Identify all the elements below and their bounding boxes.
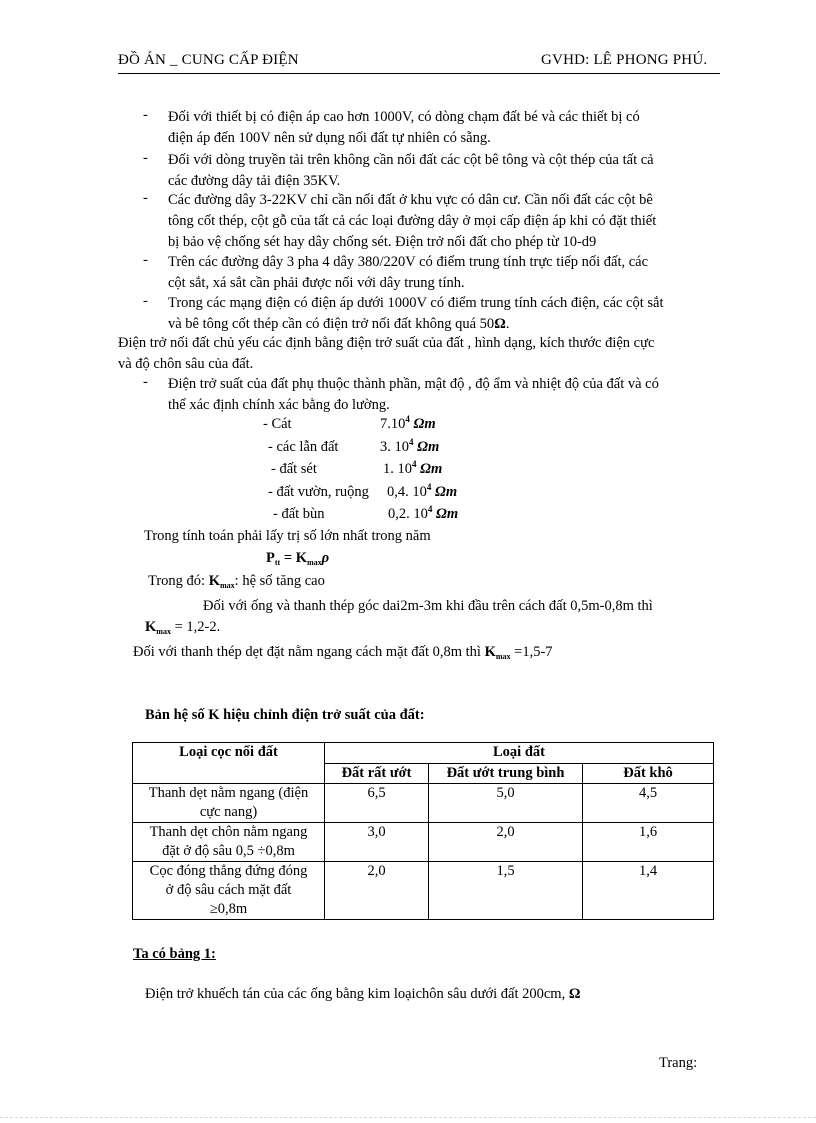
k-sub: max xyxy=(156,627,171,636)
resistivity-bullet xyxy=(168,374,718,416)
cell: 5,0 xyxy=(429,784,583,823)
page-edge-rule xyxy=(0,1117,816,1118)
where-line xyxy=(148,573,325,590)
cell: 1,5 xyxy=(429,862,583,920)
soil-value-1-num: 7.10 xyxy=(380,416,406,432)
bullet-2-line-2: các đường dây tải điện 35KV. xyxy=(168,173,341,189)
where-prefix: Trong đó: xyxy=(148,573,209,589)
bullet-2 xyxy=(168,150,718,192)
bullet-dash: - xyxy=(143,374,148,390)
k-sub: max xyxy=(495,652,511,661)
col-header: Loại cọc nối đất xyxy=(133,743,325,784)
intro-paragraph xyxy=(118,333,718,375)
formula-eq: = xyxy=(280,550,296,566)
bullet-3-line-3: bị bảo vệ chống sét hay dây chống sét. Điện trở nối đất cho phép từ 10-d9 xyxy=(168,234,597,250)
header-left: ĐỒ ÁN _ CUNG CẤP ĐIỆN xyxy=(118,52,299,68)
subheader-3: Đất khô xyxy=(583,763,714,784)
bullet-5-line-2 xyxy=(168,314,718,335)
soil-value-2 xyxy=(380,439,439,456)
flat-text: Đối với thanh thép dẹt đặt nằm ngang cách mặt đất 0,8m thì xyxy=(133,644,485,660)
unit: Ωm xyxy=(420,461,443,477)
soil-name-5: - đất bùn xyxy=(273,506,325,522)
bullet-3-line-1: Các đường dây 3-22KV chỉ cần nối đất ở khu vực có dân cư. Cần nối đất các cột bê xyxy=(168,192,653,208)
bullet-1 xyxy=(168,107,718,149)
pipe-value: = 1,2-2. xyxy=(170,619,221,635)
row-label-line: Thanh dẹt nằm ngang (điện xyxy=(148,785,309,801)
formula-rho: ρ xyxy=(321,550,330,566)
soil-value-1 xyxy=(380,416,436,433)
exponent: 4 xyxy=(405,414,410,424)
bullet-dash: - xyxy=(143,150,148,166)
pipe-line: Đối với ống và thanh thép góc dai2m-3m khi đầu trên cách đất 0,5m-0,8m thì xyxy=(203,598,653,614)
calc-intro: Trong tính toán phải lấy trị số lớn nhất trong năm xyxy=(144,528,431,544)
unit: Ωm xyxy=(417,439,440,455)
bullet-3 xyxy=(168,190,718,253)
ohm-symbol: Ω xyxy=(568,986,581,1002)
subheader-1: Đất rất ướt xyxy=(325,763,429,784)
coefficient-table xyxy=(132,742,714,920)
row-label xyxy=(133,823,325,862)
unit: Ωm xyxy=(436,506,459,522)
k-sub: max xyxy=(220,581,235,590)
unit: Ωm xyxy=(435,484,458,500)
table-title: Bản hệ số K hiệu chỉnh điện trở suất của đất: xyxy=(145,707,425,723)
k-symbol: K xyxy=(208,573,220,589)
cell: 1,4 xyxy=(583,862,714,920)
bullet-5 xyxy=(168,293,718,335)
resistivity-line-2: thể xác định chính xác bằng đo lường. xyxy=(168,397,390,413)
cell: 4,5 xyxy=(583,784,714,823)
cell: 2,0 xyxy=(429,823,583,862)
formula-k: K xyxy=(295,550,307,566)
table-row xyxy=(133,784,714,823)
exponent: 4 xyxy=(427,504,433,514)
k-symbol: K xyxy=(484,644,496,660)
table-row xyxy=(133,862,714,920)
row-label-line: Cọc đóng thẳng đứng đóng xyxy=(149,863,308,879)
pipe-value-line xyxy=(145,619,220,636)
ohm-symbol: Ω xyxy=(494,316,506,332)
resistivity-line-1: Điện trở suất của đất phụ thuộc thành phần, mật độ , độ ẩm và nhiệt độ của đất và có xyxy=(168,376,659,392)
header-rule xyxy=(118,73,720,74)
bullet-3-line-2: tông cốt thép, cột gỗ của tất cả các loại đường dây ở mọi cấp điện áp khi có đặt thiết xyxy=(168,213,657,229)
soil-value-2-num: 3. 10 xyxy=(380,439,409,455)
intro-line-1: Điện trở nối đất chủ yếu các định bằng điện trở suất của đất , hình dạng, kích thước điện cực xyxy=(118,335,655,351)
header-right: GVHD: LÊ PHONG PHÚ. xyxy=(541,52,708,68)
cell: 1,6 xyxy=(583,823,714,862)
intro-line-2: và độ chôn sâu của đất. xyxy=(118,356,254,372)
bullet-dash: - xyxy=(143,190,148,206)
soil-name-3: - đất sét xyxy=(271,461,317,477)
soil-value-4-num: 0,4. 10 xyxy=(387,484,427,500)
subheader-2: Đất ướt trung bình xyxy=(429,763,583,784)
soil-value-4 xyxy=(387,484,457,501)
table-row xyxy=(133,823,714,862)
row-label-line: cực nang) xyxy=(199,804,258,820)
period: . xyxy=(505,316,510,332)
cell: 6,5 xyxy=(325,784,429,823)
soil-name-4: - đất vườn, ruộng xyxy=(268,484,369,500)
exponent: 4 xyxy=(409,437,414,447)
cell: 3,0 xyxy=(325,823,429,862)
soil-value-3-num: 1. 10 xyxy=(383,461,412,477)
soil-name-1: - Cát xyxy=(263,416,292,432)
where-suffix: : hệ số tăng cao xyxy=(234,573,325,589)
bullet-1-line-2: điện áp đến 100V nên sử dụng nối đất tự nhiên có sẵng. xyxy=(168,130,491,146)
row-label xyxy=(133,862,325,920)
last-line xyxy=(145,986,580,1003)
cell: 2,0 xyxy=(325,862,429,920)
exponent: 4 xyxy=(426,482,432,492)
soil-value-5 xyxy=(388,506,458,523)
row-label xyxy=(133,784,325,823)
row-label-line: đặt ở độ sâu 0,5 ÷0,8m xyxy=(162,843,295,859)
bullet-4-line-2: cột sắt, xá sắt cần phải được nối với dây trung tính. xyxy=(168,275,465,291)
flat-line xyxy=(133,644,553,661)
bullet-4 xyxy=(168,252,718,294)
page-label: Trang: xyxy=(659,1055,698,1071)
bullet-5-line-1: Trong các mạng điện có điện áp dưới 1000V có điểm trung tính cách điện, các cột sắt xyxy=(168,295,664,311)
bullet-dash: - xyxy=(143,252,148,268)
formula-k-sub: max xyxy=(306,558,322,567)
bullet-2-line-1: Đối với dòng truyền tải trên không cần nối đất các cột bê tông và cột thép của tất cả xyxy=(168,152,654,168)
k-symbol: K xyxy=(145,619,157,635)
bullet-dash: - xyxy=(143,293,148,309)
bullet-dash: - xyxy=(143,107,148,123)
bullet-1-line-1: Đối với thiết bị có điện áp cao hơn 1000V, có dòng chạm đất bé và các thiết bị có xyxy=(168,109,640,125)
section-heading: Ta có bảng 1: xyxy=(133,946,216,962)
soil-value-5-num: 0,2. 10 xyxy=(388,506,428,522)
row-label-line: ở độ sâu cách mặt đất xyxy=(165,882,292,898)
soil-value-3 xyxy=(383,461,442,478)
exponent: 4 xyxy=(412,459,417,469)
row-label-line: Thanh dẹt chôn nằm ngang xyxy=(149,824,308,840)
formula xyxy=(266,550,329,567)
formula-p: P xyxy=(266,550,275,566)
last-line-text: Điện trở khuếch tán của các ống bằng kim loạichôn sâu dưới đất 200cm, xyxy=(145,986,569,1002)
table-header-row xyxy=(133,743,714,764)
formula-p-sub: tt xyxy=(274,558,281,567)
row-label-line: ≥0,8m xyxy=(209,901,248,917)
soil-name-2: - các lẫn đất xyxy=(268,439,339,455)
bullet-4-line-1: Trên các đường dây 3 pha 4 dây 380/220V có điểm trung tính trực tiếp nối đất, các xyxy=(168,254,649,270)
unit: Ωm xyxy=(413,416,436,432)
group-header: Loại đất xyxy=(325,743,714,764)
flat-value: =1,5-7 xyxy=(510,644,553,660)
bullet-5-line-2-text: và bê tông cốt thép cần có điện trở nối đất không quá 50 xyxy=(168,316,495,332)
